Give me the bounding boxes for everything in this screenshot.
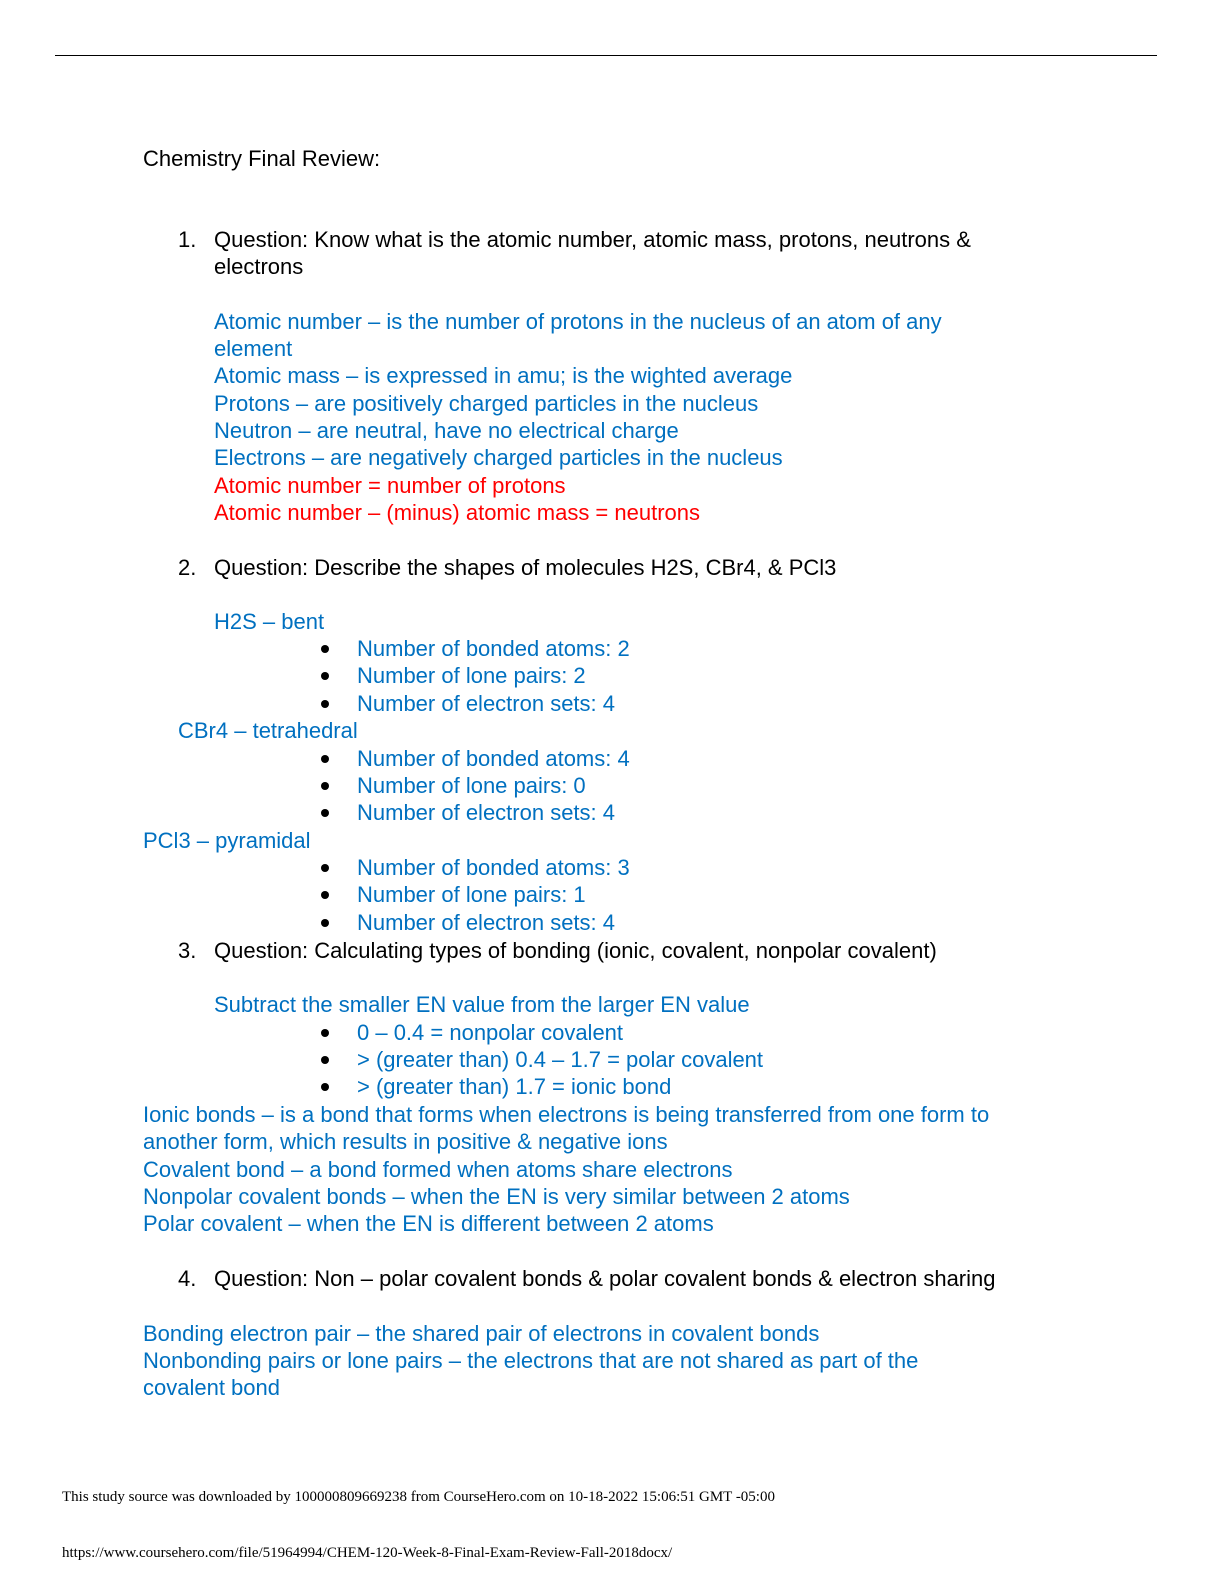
en-range-item: 0 – 0.4 = nonpolar covalent bbox=[357, 1020, 624, 1045]
bullet-icon bbox=[321, 755, 329, 763]
molecule-item: Number of electron sets: 4 bbox=[357, 910, 616, 935]
q1-answer: Atomic mass – is expressed in amu; is the wighted average bbox=[214, 363, 793, 388]
bond-definition: Polar covalent – when the EN is different between 2 atoms bbox=[143, 1211, 714, 1236]
bond-definition: Nonpolar covalent bonds – when the EN is very similar between 2 atoms bbox=[143, 1184, 850, 1209]
bullet-icon bbox=[321, 672, 329, 680]
source-url[interactable]: https://www.coursehero.com/file/51964994/CHEM-120-Week-8-Final-Exam-Review-Fall-2018docx/ bbox=[62, 1545, 673, 1561]
molecule-item: Number of electron sets: 4 bbox=[357, 800, 616, 825]
q4-number: 4. bbox=[178, 1266, 197, 1291]
q1-number: 1. bbox=[178, 227, 197, 252]
molecule-item: Number of lone pairs: 1 bbox=[357, 882, 586, 907]
molecule-heading-pcl3: PCl3 – pyramidal bbox=[143, 828, 311, 853]
molecule-item: Number of lone pairs: 0 bbox=[357, 773, 586, 798]
q2-number: 2. bbox=[178, 555, 197, 580]
bond-definition: Ionic bonds – is a bond that forms when electrons is being transferred from one form to bbox=[143, 1102, 990, 1127]
molecule-heading-cbr4: CBr4 – tetrahedral bbox=[178, 718, 358, 743]
pair-definition: Nonbonding pairs or lone pairs – the electrons that are not shared as part of the bbox=[143, 1348, 919, 1373]
q1-answer: element bbox=[214, 336, 293, 361]
molecule-item: Number of bonded atoms: 2 bbox=[357, 636, 630, 661]
q1-answer: Neutron – are neutral, have no electrical charge bbox=[214, 418, 679, 443]
q3-intro: Subtract the smaller EN value from the larger EN value bbox=[214, 992, 750, 1017]
molecule-heading-h2s: H2S – bent bbox=[214, 609, 325, 634]
q3-number: 3. bbox=[178, 938, 197, 963]
molecule-item: Number of electron sets: 4 bbox=[357, 691, 616, 716]
bond-definition: Covalent bond – a bond formed when atoms share electrons bbox=[143, 1157, 733, 1182]
q4-question: Question: Non – polar covalent bonds & polar covalent bonds & electron sharing bbox=[214, 1266, 996, 1291]
bullet-icon bbox=[321, 809, 329, 817]
bullet-icon bbox=[321, 1083, 329, 1091]
q1-question-cont: electrons bbox=[214, 254, 304, 279]
bullet-icon bbox=[321, 1056, 329, 1064]
pair-definition: covalent bond bbox=[143, 1375, 280, 1400]
bullet-icon bbox=[321, 645, 329, 653]
q1-answer: Atomic number – is the number of protons in the nucleus of an atom of any bbox=[214, 309, 942, 334]
q1-answer: Protons – are positively charged particles in the nucleus bbox=[214, 391, 759, 416]
download-notice: This study source was downloaded by 100000809669238 from CourseHero.com on 10-18-2022 15:06:51 GMT -05:00 bbox=[62, 1489, 775, 1505]
bullet-icon bbox=[321, 700, 329, 708]
pair-definition: Bonding electron pair – the shared pair of electrons in covalent bonds bbox=[143, 1321, 820, 1346]
en-range-item: > (greater than) 0.4 – 1.7 = polar covalent bbox=[357, 1047, 764, 1072]
header-rule bbox=[55, 55, 1157, 56]
bond-definition: another form, which results in positive & negative ions bbox=[143, 1129, 668, 1154]
bullet-icon bbox=[321, 891, 329, 899]
q2-question: Question: Describe the shapes of molecules H2S, CBr4, & PCl3 bbox=[214, 555, 837, 580]
bullet-icon bbox=[321, 1029, 329, 1037]
q1-question: Question: Know what is the atomic number, atomic mass, protons, neutrons & bbox=[214, 227, 971, 252]
q3-question: Question: Calculating types of bonding (ionic, covalent, nonpolar covalent) bbox=[214, 938, 937, 963]
page-title: Chemistry Final Review: bbox=[143, 146, 381, 171]
q1-highlight: Atomic number – (minus) atomic mass = neutrons bbox=[214, 500, 701, 525]
molecule-item: Number of bonded atoms: 4 bbox=[357, 746, 630, 771]
q1-highlight: Atomic number = number of protons bbox=[214, 473, 566, 498]
molecule-item: Number of lone pairs: 2 bbox=[357, 663, 586, 688]
bullet-icon bbox=[321, 864, 329, 872]
molecule-item: Number of bonded atoms: 3 bbox=[357, 855, 630, 880]
bullet-icon bbox=[321, 919, 329, 927]
bullet-icon bbox=[321, 782, 329, 790]
en-range-item: > (greater than) 1.7 = ionic bond bbox=[357, 1074, 672, 1099]
q1-answer: Electrons – are negatively charged particles in the nucleus bbox=[214, 445, 783, 470]
